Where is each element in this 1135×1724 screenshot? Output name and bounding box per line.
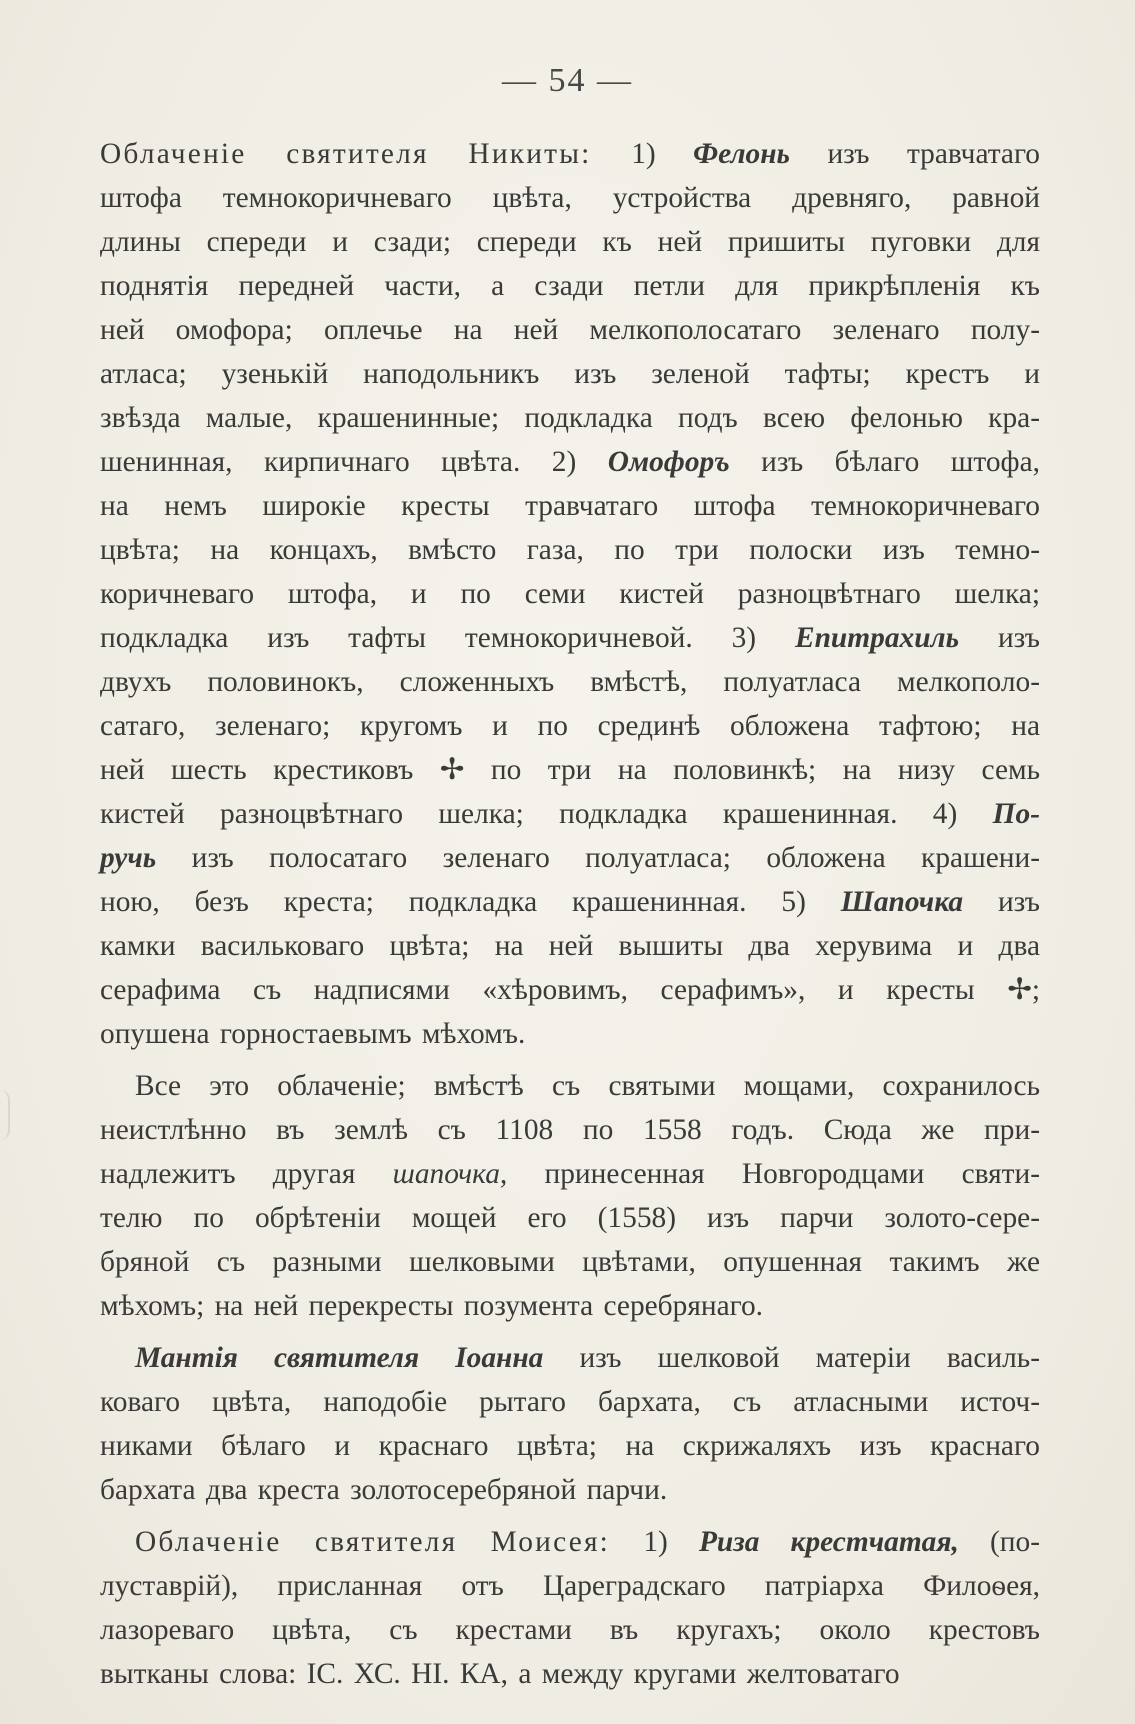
text-segment: ною, безъ креста; подкладка крашенинная. 5) (100, 886, 841, 918)
emphasis-term: Омофоръ (607, 446, 730, 478)
text-line (100, 1284, 1040, 1328)
body-text (100, 132, 1040, 1696)
text-segment: камки васильковаго цвѣта; на ней вышиты два херувима и два (100, 930, 1040, 962)
text-line (100, 1520, 1040, 1564)
text-segment: бряной съ разными шелковыми цвѣтами, опушенная такимъ же (100, 1246, 1040, 1278)
text-segment: звѣзда малые, крашенинные; подкладка подъ всею фелонью кра- (100, 402, 1040, 434)
text-line (100, 220, 1040, 264)
text-line (100, 1336, 1040, 1380)
text-segment: на немъ широкіе кресты травчатаго штофа темнокоричневаго (100, 490, 1040, 522)
text-segment: неистлѣнно въ землѣ съ 1108 по 1558 годъ. Сюда же при- (100, 1114, 1040, 1146)
text-line (100, 616, 1040, 660)
text-segment: (по- (958, 1526, 1040, 1558)
emphasis-term: ручь (100, 842, 157, 874)
emphasis-term: Мантія святителя Іоанна (135, 1342, 544, 1374)
text-line (100, 176, 1040, 220)
text-segment: принесенная Новгородцами святи- (507, 1158, 1040, 1190)
text-segment: сатаго, зеленаго; кругомъ и по срединѣ обложена тафтою; на (100, 710, 1040, 742)
text-segment: бархата два креста золотосеребряной парчи. (100, 1474, 668, 1506)
emphasis-term: Фелонь (693, 138, 790, 170)
text-segment: Все это облаченіе; вмѣстѣ съ святыми мощами, сохранилось (135, 1070, 1040, 1102)
text-segment: атласа; узенькій наподольникъ изъ зеленой тафты; крестъ и (100, 358, 1040, 390)
text-segment: ней омофора; оплечье на ней мелкополосатаго зеленаго полу- (100, 314, 1040, 346)
text-line (100, 1196, 1040, 1240)
text-line (100, 132, 1040, 176)
text-line (100, 1424, 1040, 1468)
text-line (100, 836, 1040, 880)
text-line (100, 704, 1040, 748)
text-line (100, 1108, 1040, 1152)
text-line (100, 1012, 1040, 1056)
text-segment: изъ (963, 886, 1040, 918)
text-segment: кистей разноцвѣтнаго шелка; подкладка крашенинная. 4) (100, 798, 993, 830)
text-segment: изъ шелковой матеріи василь- (543, 1342, 1040, 1374)
text-segment: ней шесть крестиковъ ✢ по три на половинкѣ; на низу семь (100, 754, 1040, 786)
text-segment: лазореваго цвѣта, съ крестами въ кругахъ; около крестовъ (100, 1614, 1040, 1646)
text-segment: изъ полосатаго зеленаго полуатласа; обложена крашени- (156, 842, 1040, 874)
text-segment: штофа темнокоричневаго цвѣта, устройства древняго, равной (100, 182, 1040, 214)
text-segment: двухъ половинокъ, сложенныхъ вмѣстѣ, полуатласа мелкополо- (100, 666, 1040, 698)
text-line (100, 352, 1040, 396)
paragraph-gap (100, 1512, 1040, 1520)
text-line (100, 440, 1040, 484)
text-segment: никами бѣлаго и краснаго цвѣта; на скрижаляхъ изъ краснаго (100, 1430, 1040, 1462)
emphasis-term: Риза крестчатая, (698, 1526, 959, 1558)
text-line (100, 660, 1040, 704)
text-line (100, 924, 1040, 968)
emphasis-term: Епитрахиль (794, 622, 960, 654)
text-line (100, 1240, 1040, 1284)
emphasis-term: Шапочка (840, 886, 964, 918)
paragraph-gap (100, 1328, 1040, 1336)
text-segment: телю по обрѣтеніи мощей его (1558) изъ парчи золото-сере- (100, 1202, 1040, 1234)
text-segment: изъ бѣлаго штофа, (729, 446, 1040, 478)
text-line (100, 572, 1040, 616)
text-segment: цвѣта; на концахъ, вмѣсто газа, по три полоски изъ темно- (100, 534, 1040, 566)
text-segment: вытканы слова: ІС. ХС. НІ. КА, а между кругами желтоватаго (100, 1658, 900, 1690)
text-line (100, 264, 1040, 308)
text-line (100, 396, 1040, 440)
text-segment: 1) (631, 138, 694, 170)
text-segment: коричневаго штофа, и по семи кистей разноцвѣтнаго шелка; (100, 578, 1040, 610)
text-line (100, 880, 1040, 924)
text-segment: серафима съ надписями «хѣровимъ, серафимъ», и кресты ✢; (100, 974, 1040, 1006)
text-segment: изъ (959, 622, 1040, 654)
emphasis-term: По- (992, 798, 1040, 830)
paragraph-gap (100, 1056, 1040, 1064)
text-segment: луставрій), присланная отъ Цареградскаго патріарха Филоѳея, (100, 1570, 1040, 1602)
text-line (100, 1608, 1040, 1652)
text-segment: опушена горностаевымъ мѣхомъ. (100, 1018, 526, 1050)
text-line (100, 748, 1040, 792)
text-line (100, 484, 1040, 528)
text-segment: длины спереди и сзади; спереди къ ней пришиты пуговки для (100, 226, 1040, 258)
text-segment: поднятія передней части, а сзади петли для прикрѣпленія къ (100, 270, 1040, 302)
text-line (100, 792, 1040, 836)
emphasis-term: Облаченіе святителя Моисея: (135, 1526, 644, 1558)
text-segment: 1) (643, 1526, 699, 1558)
text-line (100, 528, 1040, 572)
text-line (100, 1652, 1040, 1696)
text-line (100, 1152, 1040, 1196)
emphasis-term: шапочка, (392, 1158, 508, 1190)
emphasis-term: Облаченіе святителя Никиты: (100, 138, 632, 170)
page-number: — 54 — (502, 62, 633, 99)
text-segment: шенинная, кирпичнаго цвѣта. 2) (100, 446, 608, 478)
text-line (100, 1468, 1040, 1512)
text-segment: надлежитъ другая (100, 1158, 393, 1190)
text-line (100, 308, 1040, 352)
text-segment: коваго цвѣта, наподобіе рытаго бархата, съ атласными источ- (100, 1386, 1040, 1418)
text-line (100, 968, 1040, 1012)
text-line (100, 1380, 1040, 1424)
text-line (100, 1064, 1040, 1108)
text-segment: подкладка изъ тафты темнокоричневой. 3) (100, 622, 795, 654)
text-line (100, 1564, 1040, 1608)
text-segment: изъ травчатаго (789, 138, 1040, 170)
page-edge-mark (0, 1090, 10, 1140)
text-segment: мѣхомъ; на ней перекресты позумента серебрянаго. (100, 1290, 763, 1322)
